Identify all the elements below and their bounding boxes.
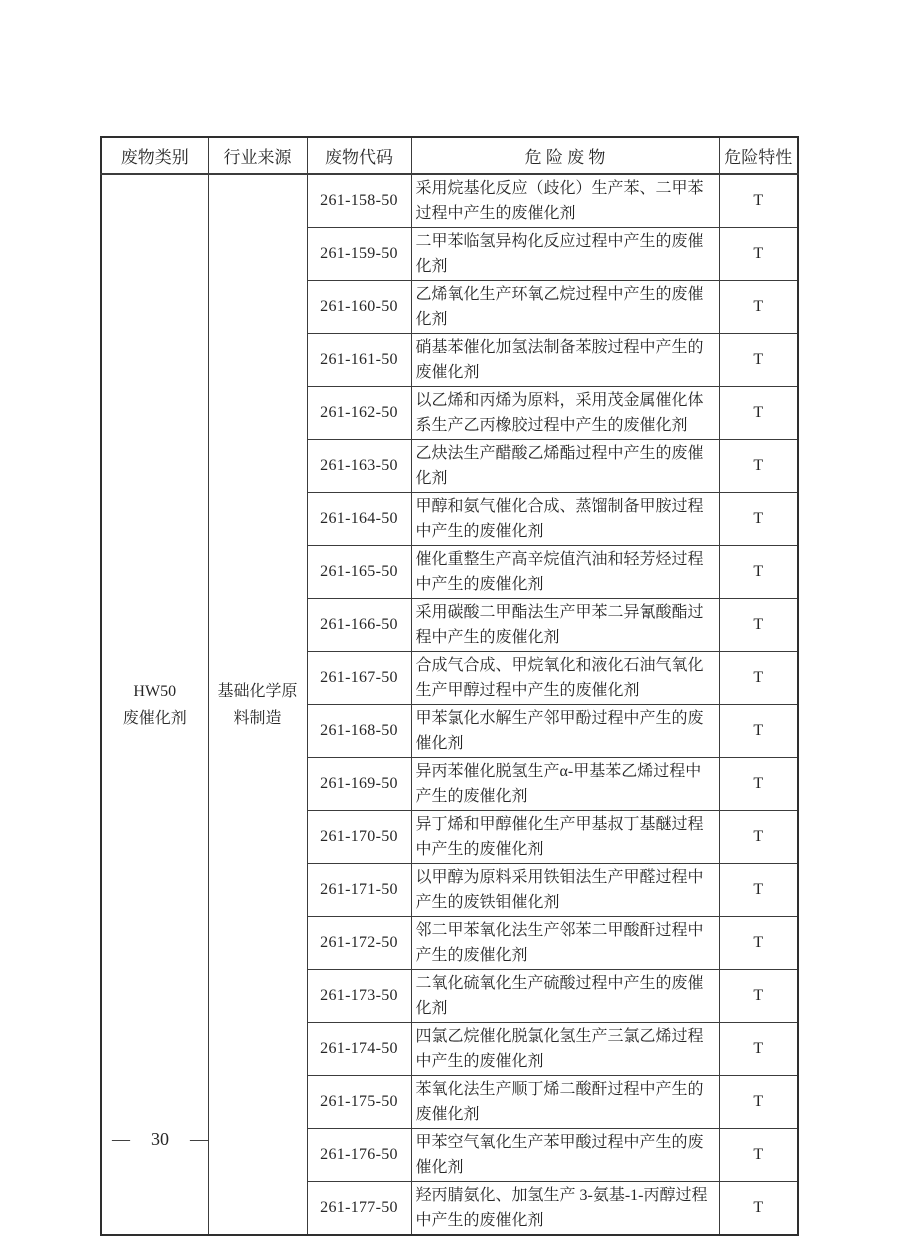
header-industry-source: 行业来源 [208, 137, 307, 174]
waste-description-cell: 羟丙腈氨化、加氢生产 3-氨基-1-丙醇过程中产生的废催化剂 [411, 1182, 719, 1236]
hazard-property-cell: T [719, 228, 798, 281]
hazard-property-cell: T [719, 440, 798, 493]
waste-description-cell: 采用烷基化反应（歧化）生产苯、二甲苯过程中产生的废催化剂 [411, 174, 719, 228]
waste-code-cell: 261-165-50 [307, 546, 411, 599]
waste-description-cell: 甲苯氯化水解生产邻甲酚过程中产生的废催化剂 [411, 705, 719, 758]
waste-code-cell: 261-170-50 [307, 811, 411, 864]
hazard-property-cell: T [719, 599, 798, 652]
waste-description-cell: 异丁烯和甲醇催化生产甲基叔丁基醚过程中产生的废催化剂 [411, 811, 719, 864]
hazard-property-cell: T [719, 917, 798, 970]
hazard-property-cell: T [719, 546, 798, 599]
waste-category-cell [101, 174, 208, 1235]
waste-category-name: 废催化剂 [122, 709, 187, 727]
waste-code-cell: 261-162-50 [307, 387, 411, 440]
waste-code-cell: 261-159-50 [307, 228, 411, 281]
waste-code-cell: 261-169-50 [307, 758, 411, 811]
waste-code-cell: 261-168-50 [307, 705, 411, 758]
hazard-property-cell: T [719, 1129, 798, 1182]
waste-description-cell: 四氯乙烷催化脱氯化氢生产三氯乙烯过程中产生的废催化剂 [411, 1023, 719, 1076]
footer-dash-right: — [190, 1129, 208, 1149]
waste-description-cell: 乙烯氧化生产环氧乙烷过程中产生的废催化剂 [411, 281, 719, 334]
hazard-property-cell: T [719, 1182, 798, 1236]
waste-description-cell: 二甲苯临氢异构化反应过程中产生的废催化剂 [411, 228, 719, 281]
header-waste-category: 废物类别 [101, 137, 208, 174]
header-hazard-property: 危险特性 [719, 137, 798, 174]
waste-code-cell: 261-172-50 [307, 917, 411, 970]
hazard-property-cell: T [719, 758, 798, 811]
hazard-property-cell: T [719, 811, 798, 864]
waste-description-cell: 采用碳酸二甲酯法生产甲苯二异氰酸酯过程中产生的废催化剂 [411, 599, 719, 652]
waste-code-cell: 261-164-50 [307, 493, 411, 546]
waste-code-cell: 261-158-50 [307, 174, 411, 228]
waste-description-cell: 硝基苯催化加氢法制备苯胺过程中产生的废催化剂 [411, 334, 719, 387]
page-footer [112, 1129, 208, 1150]
header-waste-code: 废物代码 [307, 137, 411, 174]
footer-dash-left: — [112, 1129, 130, 1149]
waste-code-cell: 261-163-50 [307, 440, 411, 493]
waste-code-cell: 261-167-50 [307, 652, 411, 705]
hazard-property-cell: T [719, 652, 798, 705]
waste-description-cell: 甲醇和氨气催化合成、蒸馏制备甲胺过程中产生的废催化剂 [411, 493, 719, 546]
industry-source-cell: 基础化学原料制造 [208, 174, 307, 1235]
waste-code-cell: 261-174-50 [307, 1023, 411, 1076]
hazard-property-cell: T [719, 493, 798, 546]
waste-description-cell: 以甲醇为原料采用铁钼法生产甲醛过程中产生的废铁钼催化剂 [411, 864, 719, 917]
waste-description-cell: 催化重整生产高辛烷值汽油和轻芳烃过程中产生的废催化剂 [411, 546, 719, 599]
hazard-property-cell: T [719, 1023, 798, 1076]
waste-description-cell: 合成气合成、甲烷氧化和液化石油气氧化生产甲醇过程中产生的废催化剂 [411, 652, 719, 705]
hazard-property-cell: T [719, 970, 798, 1023]
table-row [101, 174, 798, 228]
hazardous-waste-table [100, 136, 799, 1236]
waste-code-cell: 261-175-50 [307, 1076, 411, 1129]
waste-table-body [101, 174, 798, 1235]
page-number: 30 [151, 1129, 169, 1149]
waste-code-cell: 261-176-50 [307, 1129, 411, 1182]
hazard-property-cell: T [719, 864, 798, 917]
waste-code-cell: 261-177-50 [307, 1182, 411, 1236]
waste-description-cell: 甲苯空气氧化生产苯甲酸过程中产生的废催化剂 [411, 1129, 719, 1182]
waste-description-cell: 二氧化硫氧化生产硫酸过程中产生的废催化剂 [411, 970, 719, 1023]
header-hazardous-waste: 危 险 废 物 [411, 137, 719, 174]
waste-code-cell: 261-173-50 [307, 970, 411, 1023]
table-header-row [101, 137, 798, 174]
hazard-property-cell: T [719, 387, 798, 440]
waste-category-code: HW50 [133, 682, 177, 700]
hazard-property-cell: T [719, 174, 798, 228]
hazard-property-cell: T [719, 1076, 798, 1129]
hazard-property-cell: T [719, 281, 798, 334]
waste-description-cell: 乙炔法生产醋酸乙烯酯过程中产生的废催化剂 [411, 440, 719, 493]
hazard-property-cell: T [719, 705, 798, 758]
waste-code-cell: 261-161-50 [307, 334, 411, 387]
waste-code-cell: 261-160-50 [307, 281, 411, 334]
waste-description-cell: 苯氧化法生产顺丁烯二酸酐过程中产生的废催化剂 [411, 1076, 719, 1129]
waste-description-cell: 邻二甲苯氧化法生产邻苯二甲酸酐过程中产生的废催化剂 [411, 917, 719, 970]
waste-code-cell: 261-171-50 [307, 864, 411, 917]
hazard-property-cell: T [719, 334, 798, 387]
waste-description-cell: 以乙烯和丙烯为原料，采用茂金属催化体系生产乙丙橡胶过程中产生的废催化剂 [411, 387, 719, 440]
waste-code-cell: 261-166-50 [307, 599, 411, 652]
waste-description-cell: 异丙苯催化脱氢生产α-甲基苯乙烯过程中产生的废催化剂 [411, 758, 719, 811]
